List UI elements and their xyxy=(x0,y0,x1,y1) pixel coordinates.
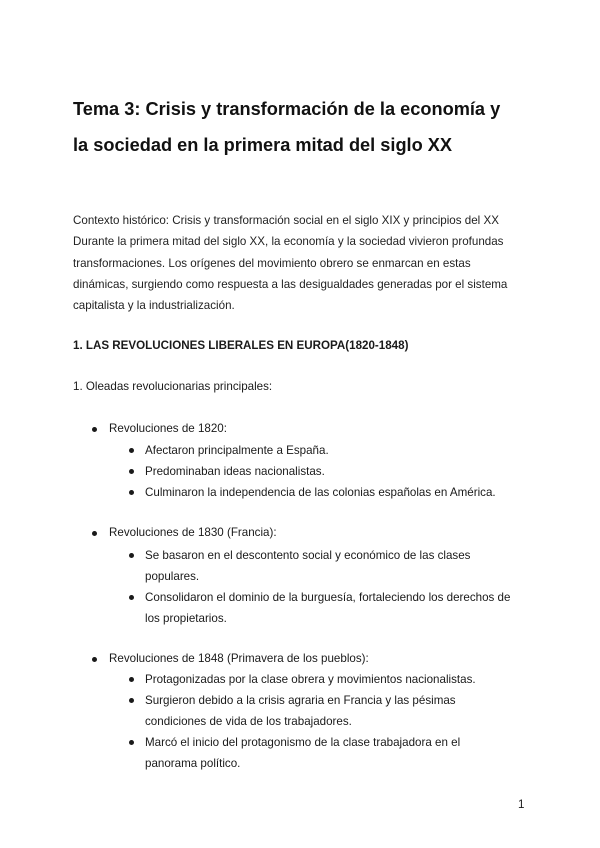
bullet-icon xyxy=(129,448,134,453)
section-heading: 1. LAS REVOLUCIONES LIBERALES EN EUROPA(1820-1848) xyxy=(73,339,409,352)
intro-line: dinámicas, surgiendo como respuesta a las desigualdades generadas por el sistema xyxy=(73,277,508,291)
intro-line: capitalista y la industrialización. xyxy=(73,299,235,313)
bullet-icon xyxy=(129,469,134,474)
bullet-icon xyxy=(92,531,97,536)
intro-line: transformaciones. Los orígenes del movimiento obrero se enmarcan en estas xyxy=(73,256,471,270)
sub-list-item-text: Surgieron debido a la crisis agraria en Francia y las pésimas xyxy=(145,694,456,707)
intro-line: Durante la primera mitad del siglo XX, la economía y la sociedad vivieron profundas xyxy=(73,235,504,249)
sub-list-item-text: Culminaron la independencia de las colonias españolas en América. xyxy=(145,486,496,499)
sub-list-item-text: Protagonizadas por la clase obrera y movimientos nacionalistas. xyxy=(145,673,476,686)
sub-list-item-text: panorama político. xyxy=(145,757,241,770)
sub-list-item-text: Marcó el inicio del protagonismo de la clase trabajadora en el xyxy=(145,736,461,749)
page-number: 1 xyxy=(518,798,525,811)
list-item-label: Revoluciones de 1830 (Francia): xyxy=(109,526,277,539)
sub-list-item-text: Se basaron en el descontento social y económico de las clases xyxy=(145,549,471,562)
intro-paragraph xyxy=(73,210,533,316)
bullet-icon xyxy=(129,698,134,703)
sub-list-item-text: Afectaron principalmente a España. xyxy=(145,444,329,457)
title-line: la sociedad en la primera mitad del siglo XX xyxy=(73,135,453,155)
title-line: Tema 3: Crisis y transformación de la economía y xyxy=(73,99,501,119)
bullet-icon xyxy=(129,490,134,495)
sub-list-item-text: Predominaban ideas nacionalistas. xyxy=(145,465,325,478)
sub-list-item-text: populares. xyxy=(145,570,200,583)
list-item-label: Revoluciones de 1820: xyxy=(109,422,227,435)
bullet-icon xyxy=(129,595,134,600)
sub-list-item-text: condiciones de vida de los trabajadores. xyxy=(145,715,352,728)
sub-list-item-text: los propietarios. xyxy=(145,612,227,625)
subheading: 1. Oleadas revolucionarias principales: xyxy=(73,380,273,393)
bullet-icon xyxy=(129,553,134,558)
bullet-icon xyxy=(129,740,134,745)
bullet-icon xyxy=(129,677,134,682)
bullet-icon xyxy=(92,657,97,662)
intro-line: Contexto histórico: Crisis y transformación social en el siglo XIX y principios del XX xyxy=(73,214,499,227)
list-item-label: Revoluciones de 1848 (Primavera de los pueblos): xyxy=(109,652,369,665)
page-title xyxy=(73,91,543,163)
sub-list-item-text: Consolidaron el dominio de la burguesía, fortaleciendo los derechos de xyxy=(145,591,511,604)
bullet-icon xyxy=(92,427,97,432)
